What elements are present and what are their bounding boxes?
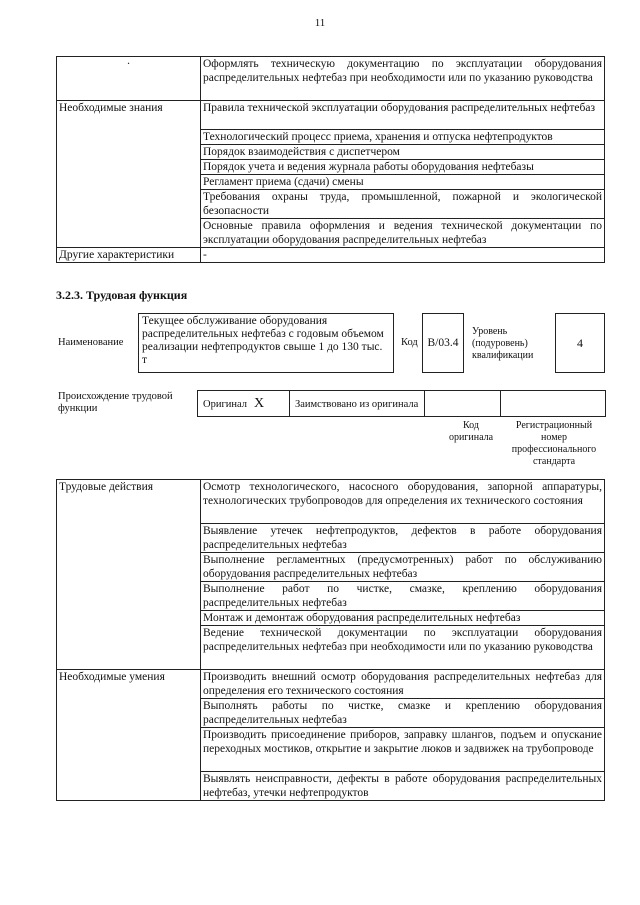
table-row xyxy=(57,101,605,130)
row-label: Трудовые действия xyxy=(57,480,201,670)
table-cell: Выполнение работ по чистке, смазке, креплению оборудования распределительных нефтебаз xyxy=(201,582,605,611)
table-cell: Регламент приема (сдачи) смены xyxy=(201,175,605,190)
section-heading: 3.2.3. Трудовая функция xyxy=(56,288,188,302)
code-label: Код xyxy=(401,337,418,348)
name-label: Наименование xyxy=(58,337,124,348)
original-label: Оригинал xyxy=(203,399,247,410)
row-label: Другие характеристики xyxy=(57,248,201,263)
table-cell: Монтаж и демонтаж оборудования распределительных нефтебаз xyxy=(201,611,605,626)
table-cell: Производить внешний осмотр оборудования распределительных нефтебаз для определения его технического состояния xyxy=(201,670,605,699)
table-cell: Порядок взаимодействия с диспетчером xyxy=(201,145,605,160)
table-cell: Требования охраны труда, промышленной, пожарной и экологической безопасности xyxy=(201,190,605,219)
function-name-box: Текущее обслуживание оборудования распределительных нефтебаз с годовым объемом реализации нефтепродуктов свыше 1 до 130 тыс. т xyxy=(138,313,394,373)
table-cell: Технологический процесс приема, хранения и отпуска нефтепродуктов xyxy=(201,130,605,145)
table-cell: Выполнять работы по чистке, смазке и креплению оборудования распределительных нефтебаз xyxy=(201,699,605,728)
level-box: 4 xyxy=(555,313,605,373)
row-label: · xyxy=(57,57,201,101)
level-label: Уровень (подуровень) квалификации xyxy=(472,326,534,361)
table-cell: Выполнение регламентных (предусмотренных) работ по обслуживанию оборудования распределительных нефтебаз xyxy=(201,553,605,582)
table-cell: Порядок учета и ведения журнала работы оборудования нефтебазы xyxy=(201,160,605,175)
table-cell: Осмотр технологического, насосного оборудования, запорной аппаратуры, технологических трубопроводов для определения их технического состояния xyxy=(201,480,605,524)
table-row xyxy=(57,248,605,263)
origin-label: Происхождение трудовой функции xyxy=(58,391,173,414)
table-cell: Ведение технической документации по эксплуатации оборудования распределительных нефтебаз при необходимости или по указанию руководства xyxy=(201,626,605,670)
table-cell: Выявление утечек нефтепродуктов, дефектов в работе оборудования распределительных нефтебаз xyxy=(201,524,605,553)
actions-table xyxy=(56,479,605,801)
borrowed-label: Заимствовано из оригинала xyxy=(295,399,419,410)
page-number: 11 xyxy=(314,17,326,29)
code-caption: Код оригинала xyxy=(448,420,494,443)
table-cell: - xyxy=(201,248,605,263)
knowledge-table xyxy=(56,56,605,263)
table-cell: Правила технической эксплуатации оборудования распределительных нефтебаз xyxy=(201,101,605,130)
table-row xyxy=(57,670,605,699)
function-code-box: В/03.4 xyxy=(422,313,464,373)
table-cell: Основные правила оформления и ведения технической документации по эксплуатации оборудования распределительных нефтебаз xyxy=(201,219,605,248)
table-row xyxy=(57,480,605,524)
origin-box xyxy=(197,390,606,417)
registration-caption: Регистрационный номер профессионального стандарта xyxy=(511,420,597,467)
row-label: Необходимые знания xyxy=(57,101,201,248)
table-cell: Оформлять техническую документацию по эксплуатации оборудования распределительных нефтебаз при необходимости или по указанию руководства xyxy=(201,57,605,101)
row-label: Необходимые умения xyxy=(57,670,201,801)
table-row xyxy=(57,57,605,101)
original-mark: X xyxy=(254,396,265,411)
table-cell: Производить присоединение приборов, заправку шлангов, подъем и опускание переходных мостиков, открытие и закрытие люков и задвижек на трубопроводе xyxy=(201,728,605,772)
table-cell: Выявлять неисправности, дефекты в работе оборудования распределительных нефтебаз, утечки нефтепродуктов xyxy=(201,772,605,801)
